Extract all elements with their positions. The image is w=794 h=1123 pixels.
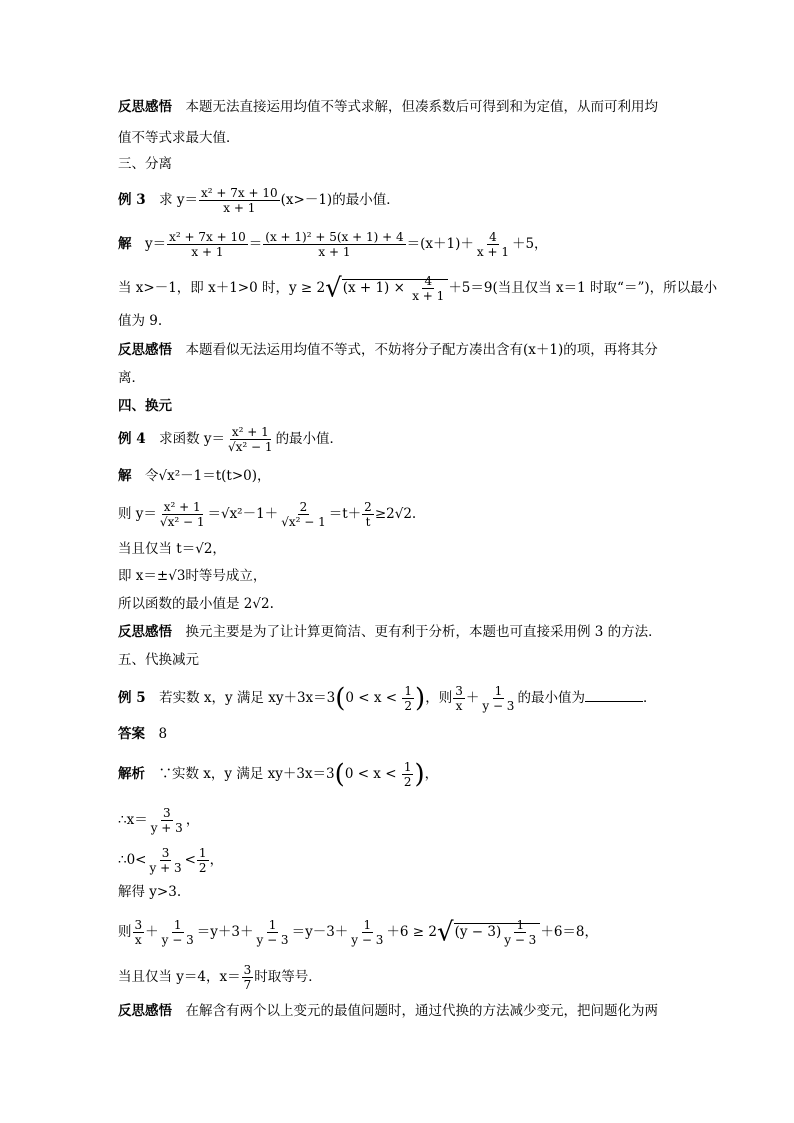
solution-4-substitution: 解 令√x²－1＝t(t>0)，	[118, 468, 271, 484]
analysis-line-1: 解析 ∵实数 x，y 满足 xy＋3x＝3(0 < x < $\frac{1}{2}$ )，	[118, 759, 439, 790]
section-3-heading: 三、分离	[118, 156, 172, 172]
example-5: 例 5 若实数 x，y 满足 xy＋3x＝3(0 < x < $\frac{1}{2}$ )，则 $\frac{3}{x}$ ＋ $\frac{1}{y - 3}$ 的最小值为 ．	[118, 683, 657, 714]
radical-sign: √	[325, 273, 342, 304]
analysis-equality-condition: 当且仅当 y＝4，x＝ $\frac{3}{7}$ 时取等号．	[118, 963, 322, 992]
solution-4-x-value: 即 x＝±√3时等号成立，	[118, 568, 267, 584]
analysis-derivation: 则 $\frac{3}{x}$ ＋ $\frac{1}{y - 3}$ ＝y＋3＋ $\frac{1}{y - 3}$ ＝y－3＋ $\frac{1}{y - 3}$ ＋6 ≥ 2√(y − 3) $\frac{1}{y - 3}$ ＋6＝8，	[118, 917, 599, 948]
reflection-4: 反思感悟 换元主要是为了让计算更简洁、更有利于分析，本题也可直接采用例 3 的方法．	[118, 624, 662, 640]
radical-sign: √	[436, 917, 454, 948]
analysis-y-range: 解得 y>3.	[118, 884, 182, 900]
solution-3-inequality: 当 x>－1，即 x＋1>0 时，y ≥ 2√(x + 1) × $\frac{4}{x + 1}$ ＋5＝9(当且仅当 x＝1 时取“＝”)，所以最小	[118, 273, 718, 304]
example-4: 例 4 求函数 y＝ $\frac{\text{x² + 1}}{\text{√x² − 1}}$ 的最小值．	[118, 425, 344, 454]
solution-3-result: 值为 9.	[118, 313, 163, 329]
section-4-heading: 四、换元	[118, 398, 172, 414]
solution-4-derivation: 则 y＝ $\frac{\text{x² + 1}}{\text{√x² − 1}}$ ＝√x²－1＋ $\frac{2}{\text{√x² − 1}}$ ＝t＋ $\frac{2}{t}$ ≥2√2.	[118, 500, 417, 529]
reflection-5: 反思感悟 在解含有两个以上变元的最值问题时，通过代换的方法减少变元，把问题化为两	[118, 1003, 658, 1019]
solution-3: 解 y＝ $\frac{\text{x² + 7x + 10}}{x + 1}$ ＝ $\frac{\text{(x + 1)² + 5(x + 1) + 4}}{x + 1}$ ＝(x＋1)＋ $\frac{4}{x + 1}$ ＋5，	[118, 230, 548, 259]
reflection-1-line-2: 值不等式求最大值．	[118, 130, 240, 146]
reflection-3-line-1: 反思感悟 本题看似无法运用均值不等式，不妨将分子配方凑出含有(x＋1)的项，再将其分	[118, 342, 658, 358]
example-3: 例 3 求 y＝ $\frac{\text{x² + 7x + 10}}{x + 1}$ (x>－1)的最小值．	[118, 186, 400, 215]
analysis-inequality: ∴0< $\frac{3}{y + 3}$ < $\frac{1}{2}$ ，	[118, 846, 224, 875]
analysis-x-expression: ∴x＝ $\frac{3}{y + 3}$ ，	[118, 806, 200, 835]
reflection-label: 反思感悟	[118, 99, 172, 115]
reflection-3-line-2: 离．	[118, 370, 145, 386]
fraction: $\frac{\text{x² + 7x + 10}}{x + 1}$	[201, 186, 278, 215]
answer-line: 答案 8	[118, 726, 168, 742]
solution-4-equality-condition: 当且仅当 t＝√2，	[118, 541, 226, 557]
solution-4-result: 所以函数的最小值是 2√2.	[118, 596, 274, 612]
section-5-heading: 五、代换减元	[118, 652, 199, 668]
answer-blank[interactable]	[585, 687, 643, 702]
reflection-1-line-1: 反思感悟 本题无法直接运用均值不等式求解，但凑系数后可得到和为定值，从而可利用均	[118, 99, 658, 115]
